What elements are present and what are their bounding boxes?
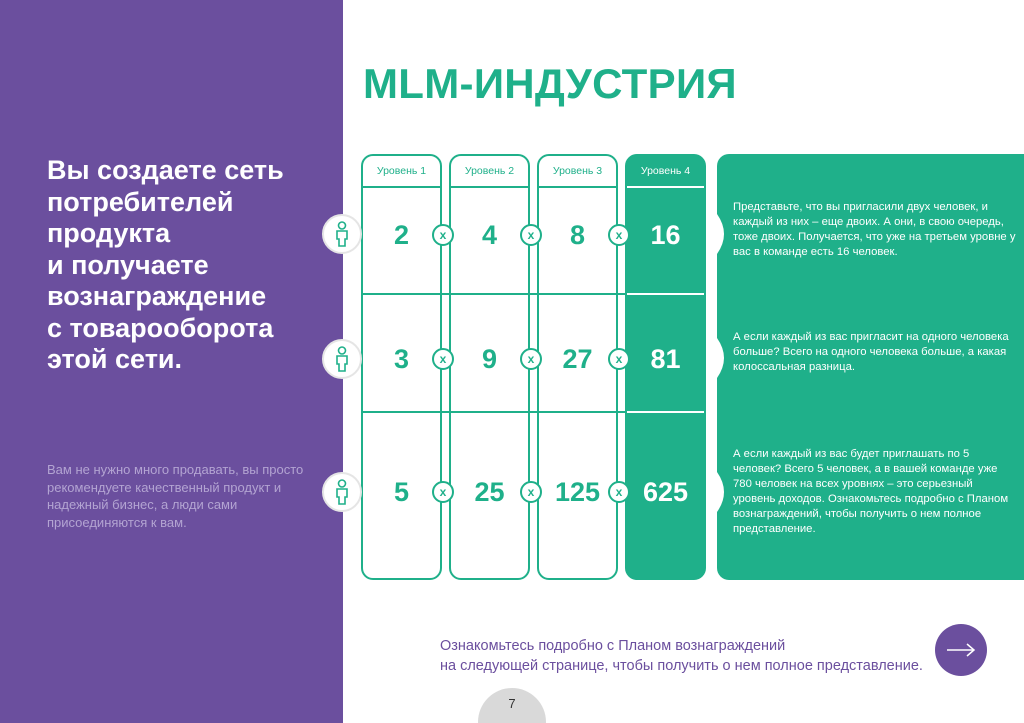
- multiply-icon: x: [520, 224, 542, 246]
- cta-text: [440, 636, 930, 676]
- multiply-icon: x: [608, 348, 630, 370]
- cell-value: 25: [474, 477, 505, 507]
- cell-value: 5: [393, 477, 410, 507]
- person-icon: [332, 479, 352, 505]
- multiply-icon: x: [432, 224, 454, 246]
- multiply-icon: x: [520, 348, 542, 370]
- multiply-icon: x: [432, 348, 454, 370]
- multiply-icon: x: [608, 481, 630, 503]
- level-header-4: Уровень 4: [627, 156, 704, 188]
- info-notch: [717, 214, 731, 254]
- person-badge: [322, 214, 362, 254]
- person-icon: [332, 346, 352, 372]
- cell-value: 8: [569, 220, 586, 250]
- info-text-row-2: А если каждый из вас пригласит на одного человека больше? Всего на одного человека больше, а какая колоссальная разница.: [733, 331, 1009, 373]
- multiply-icon: x: [608, 224, 630, 246]
- cell-value: 625: [642, 477, 689, 507]
- level-header-2: Уровень 2: [451, 156, 528, 188]
- cta-line-2: на следующей странице, чтобы получить о нем полное представление.: [440, 658, 923, 674]
- level-header-3: Уровень 3: [539, 156, 616, 188]
- multiply-icon: x: [520, 481, 542, 503]
- cell-value: 9: [481, 344, 498, 374]
- level-header-1: Уровень 1: [363, 156, 440, 188]
- page-number: 7: [508, 696, 516, 711]
- row-divider: [627, 293, 704, 295]
- info-text-row-3: А если каждый из вас будет приглашать по 5 человек? Всего 5 человек, а в вашей команде уже 780 человек на всех уровнях – это серьезный уровень доходов. Ознакомьтесь подробно с Планом вознаграждений, чтобы получить о нем полное представление.: [733, 448, 1009, 535]
- cell-value: 4: [481, 220, 498, 250]
- cell-value: 27: [562, 344, 593, 374]
- next-page-button[interactable]: [935, 624, 987, 676]
- cell-value: 2: [393, 220, 410, 250]
- person-icon: [332, 221, 352, 247]
- row-divider: [627, 411, 704, 413]
- multiply-icon: x: [432, 481, 454, 503]
- info-notch: [717, 472, 731, 512]
- arrow-right-icon: [945, 640, 977, 660]
- person-badge: [322, 472, 362, 512]
- cell-value: 3: [393, 344, 410, 374]
- page-title: MLM-ИНДУСТРИЯ: [363, 60, 737, 107]
- cell-value: 16: [650, 220, 681, 250]
- cta-line-1: Ознакомьтесь подробно с Планом вознаграждений: [440, 638, 786, 654]
- sidebar-subtext: Вам не нужно много продавать, вы просто рекомендуете качественный продукт и надежный бизнес, а люди сами присоединяются к вам.: [47, 462, 304, 530]
- cell-value: 81: [650, 344, 681, 374]
- info-notch: [717, 338, 731, 378]
- cell-value: 125: [554, 477, 601, 507]
- info-text-row-1: Представьте, что вы пригласили двух человек, и каждый из них – еще двоих. А они, в свою очередь, тоже двоих. Получается, что уже на третьем уровне у вас в команде есть 16 человек.: [733, 201, 1016, 258]
- sidebar-headline: Вы создаете сеть потребителей продукта и получаете вознаграждение с товарооборота этой сети.: [47, 155, 284, 374]
- person-badge: [322, 339, 362, 379]
